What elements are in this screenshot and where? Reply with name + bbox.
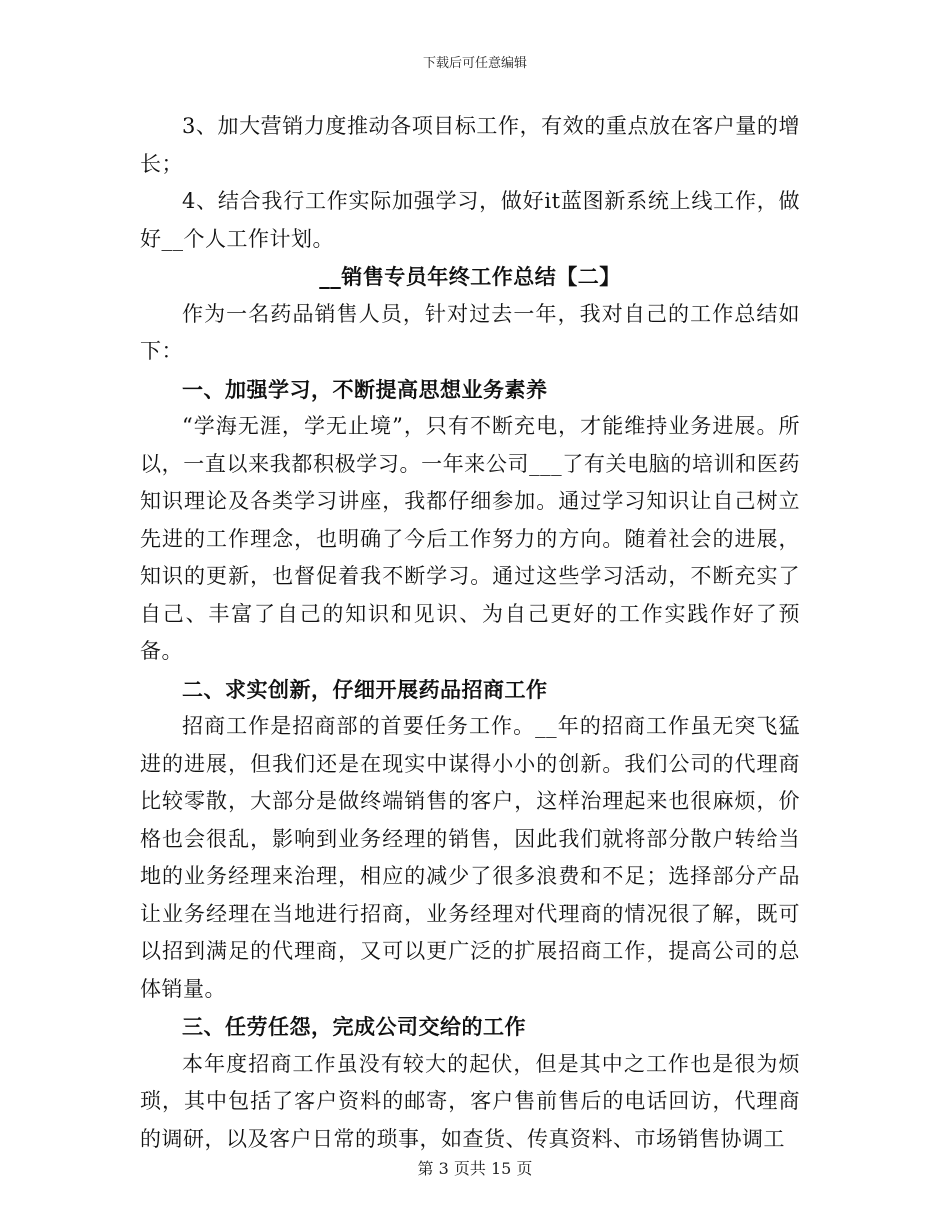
page-header: 下载后可任意编辑 [422, 56, 527, 71]
paragraph-diligence: 本年度招商工作虽没有较大的起伏，但是其中之工作也是很为烦琐，其中包括了客户资料的邮寄，客户售前售后的电话回访，代理商的调研，以及客户日常的琐事，如查货、传真资料、市场销售协调工 [140, 1051, 800, 1151]
paragraph-item-3: 3、加大营销力度推动各项目标工作，有效的重点放在客户量的增长； [140, 114, 800, 176]
heading-investment: 二、求实创新，仔细开展药品招商工作 [182, 676, 548, 702]
paragraph-item-4: 4、结合我行工作实际加强学习，做好it蓝图新系统上线工作，做好__个人工作计划。 [140, 189, 800, 251]
heading-study: 一、加强学习，不断提高思想业务素养 [182, 376, 548, 402]
document-body [140, 108, 800, 1158]
paragraph-investment: 招商工作是招商部的首要任务工作。__年的招商工作虽无突飞猛进的进展，但我们还是在现实中谋得小小的创新。我们公司的代理商比较零散，大部分是做终端销售的客户，这样治理起来也很麻烦，价格也会很乱，影响到业务经理的销售，因此我们就将部分散户转给当地的业务经理来治理，相应的减少了很多浪费和不足；选择部分产品让业务经理在当地进行招商，业务经理对代理商的情况很了解，既可以招到满足的代理商，又可以更广泛的扩展招商工作，提高公司的总体销量。 [140, 714, 800, 1001]
heading-diligence: 三、任劳任怨，完成公司交给的工作 [182, 1014, 526, 1039]
intro-paragraph: 作为一名药品销售人员，针对过去一年，我对自己的工作总结如下： [140, 301, 800, 363]
page-footer: 第 3 页共 15 页 [417, 1159, 533, 1178]
section-title: __销售专员年终工作总结【二】 [319, 264, 621, 289]
paragraph-study: “学海无涯，学无止境”，只有不断充电，才能维持业务进展。所以，一直以来我都积极学习。一年来公司___了有关电脑的培训和医药知识理论及各类学习讲座，我都仔细参加。通过学习知识让自己树立先进的工作理念，也明确了今后工作努力的方向。随着社会的进展，知识的更新，也督促着我不断学习。通过这些学习活动，不断充实了自己、丰富了自己的知识和见识、为自己更好的工作实践作好了预备。 [140, 414, 800, 663]
